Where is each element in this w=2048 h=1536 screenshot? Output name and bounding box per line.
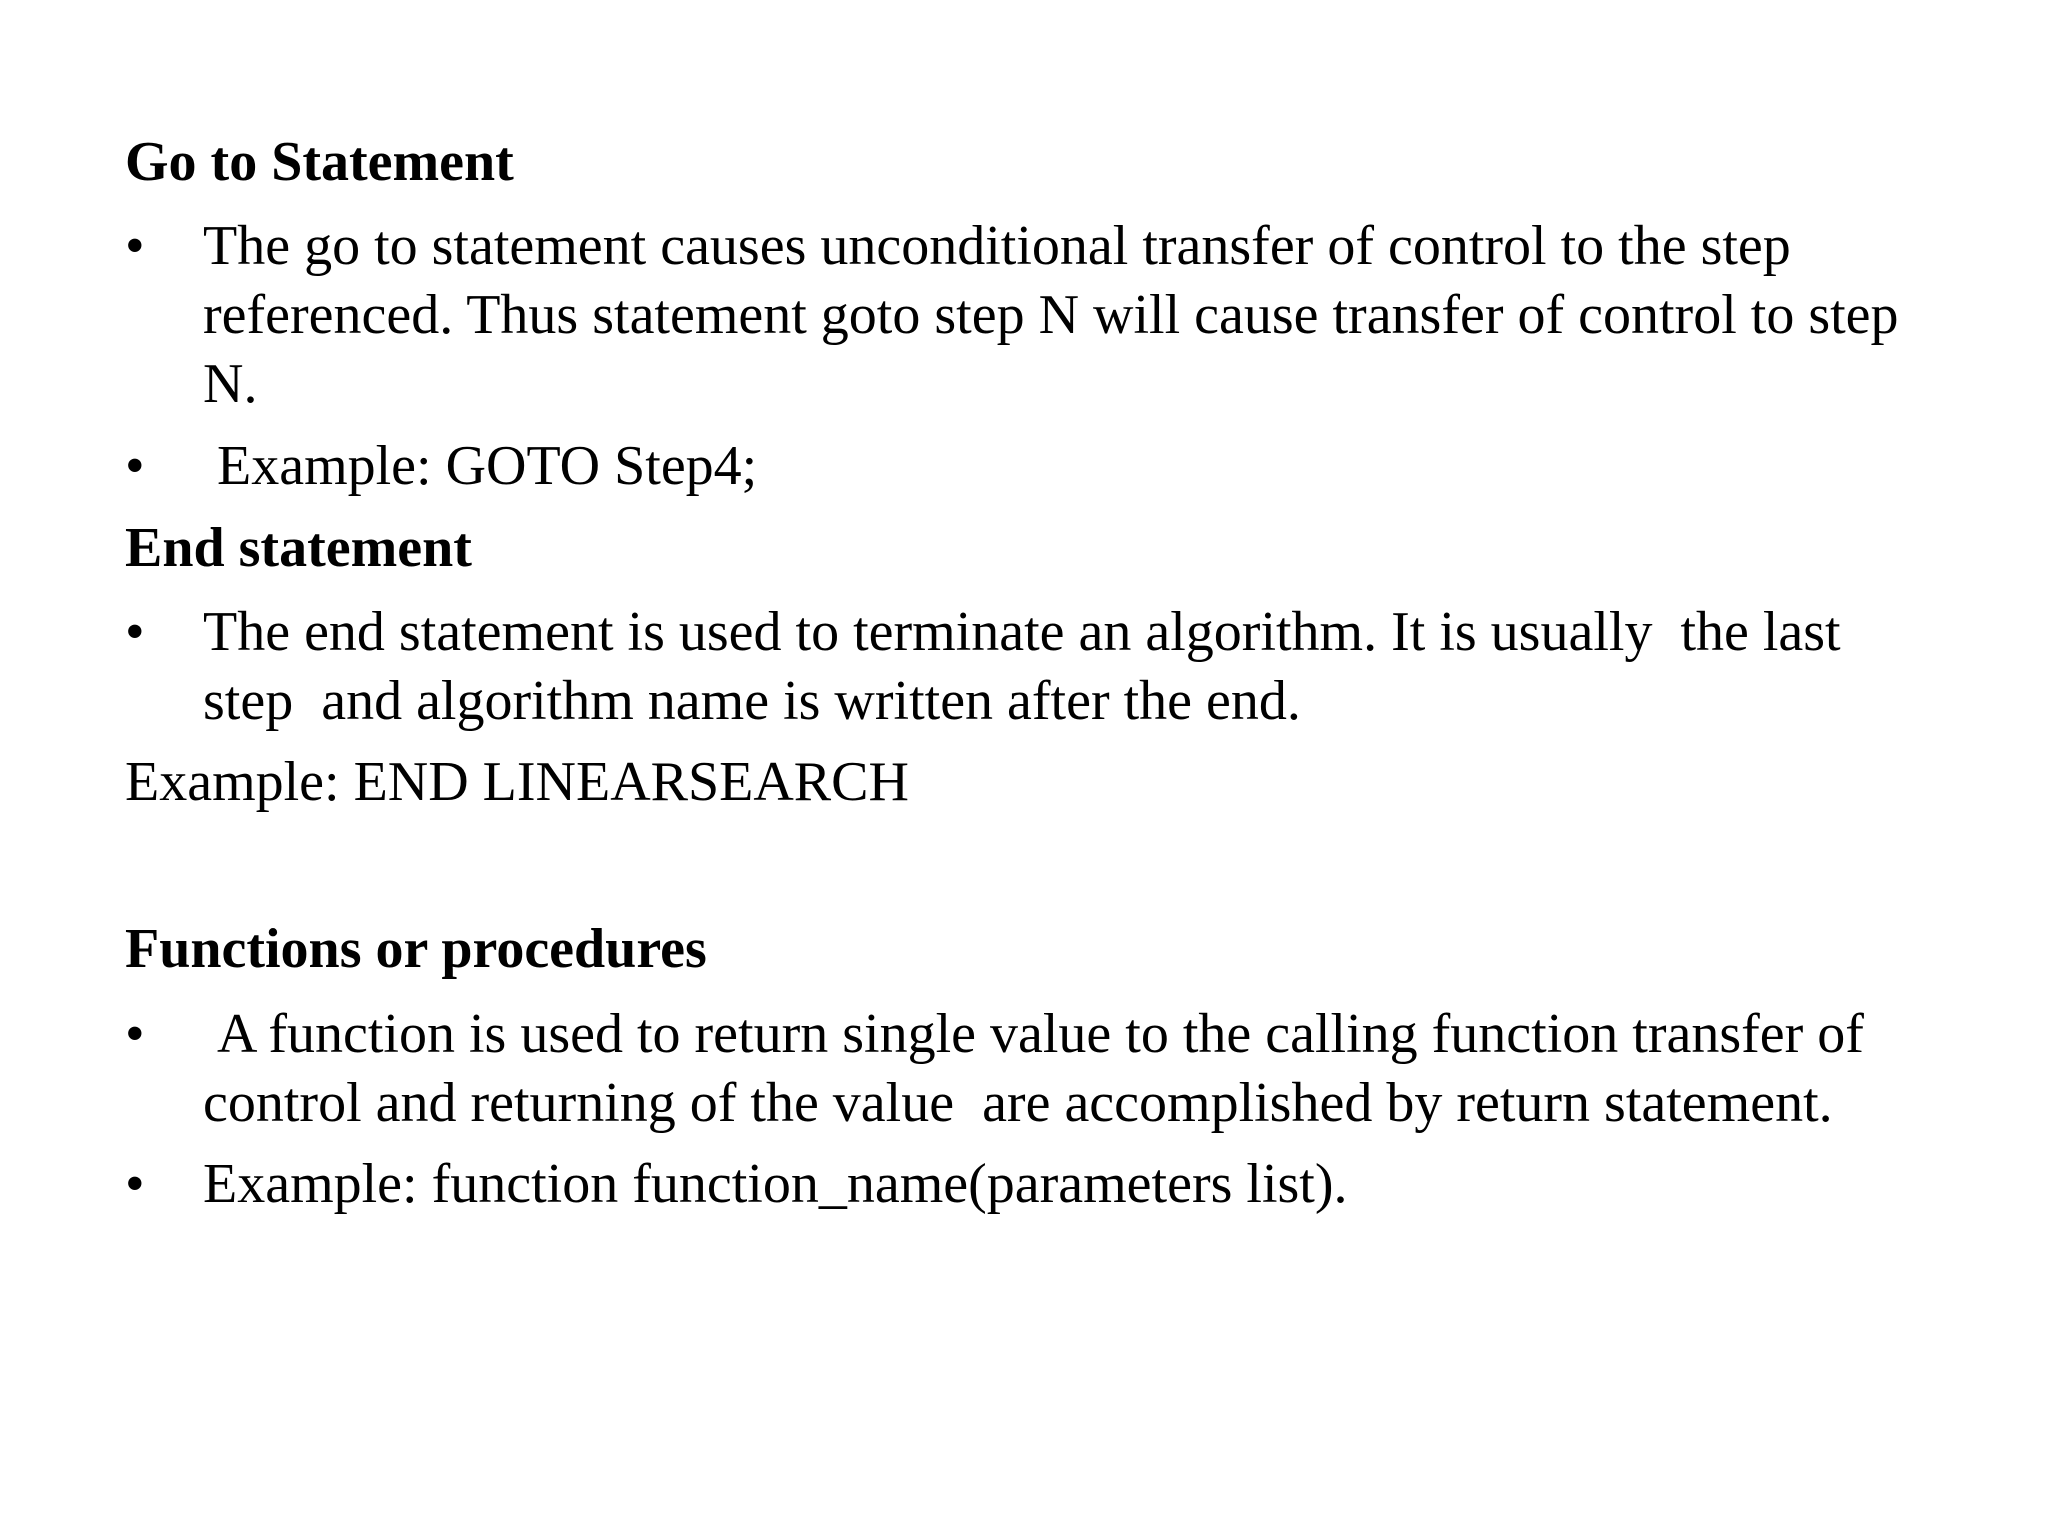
bullet-item <box>125 598 1925 736</box>
bullet-icon: • <box>125 601 145 663</box>
bullet-icon: • <box>125 435 145 497</box>
bullet-item <box>125 1000 1925 1138</box>
bullet-icon: • <box>125 1003 145 1065</box>
example-line: Example: END LINEARSEARCH <box>125 751 909 813</box>
bullet-item <box>125 212 1925 419</box>
bullet-text: Example: GOTO Step4; <box>203 435 758 497</box>
section-heading-end: End statement <box>125 517 472 579</box>
bullet-icon: • <box>125 1153 145 1215</box>
section-heading-goto: Go to Statement <box>125 131 514 193</box>
section-heading-functions: Functions or procedures <box>125 918 707 980</box>
bullet-item <box>125 432 1925 501</box>
bullet-text: A function is used to return single value to the calling function transfer of control and returning of the value are accomplished by return statement. <box>203 1003 1878 1134</box>
bullet-item <box>125 1150 1925 1219</box>
bullet-icon: • <box>125 215 145 277</box>
bullet-text: The go to statement causes unconditional transfer of control to the step referenced. Thus statement goto step N will cause transfer of control to step N. <box>203 215 1913 415</box>
bullet-text: Example: function function_name(parameters list). <box>203 1153 1348 1215</box>
bullet-text: The end statement is used to terminate an algorithm. It is usually the last step and algorithm name is written after the end. <box>203 601 1855 732</box>
